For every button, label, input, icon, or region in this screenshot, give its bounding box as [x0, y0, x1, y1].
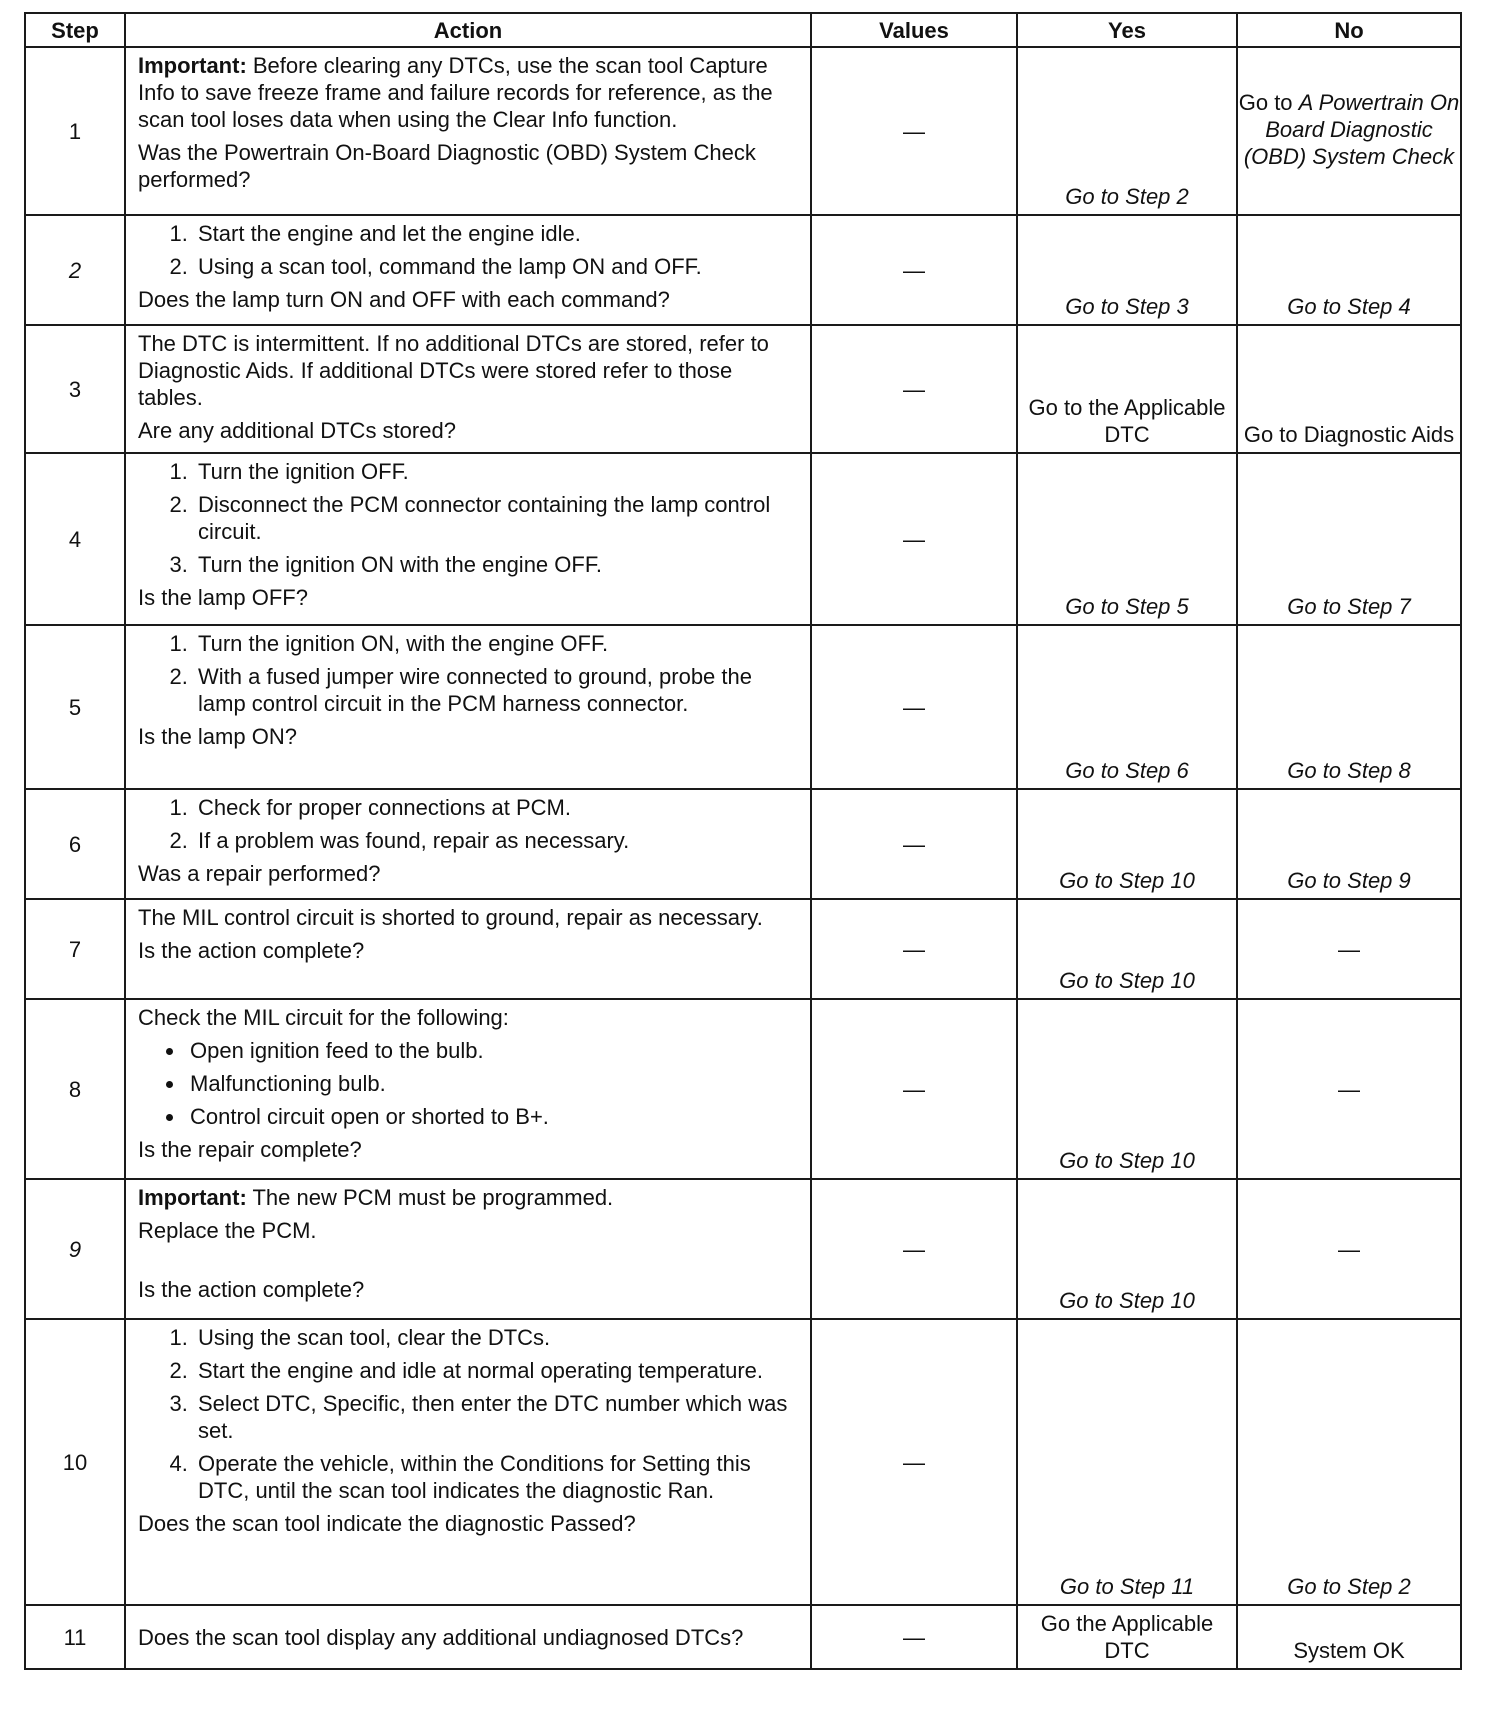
action-step: 1. Start the engine and let the engine idle. [194, 220, 800, 247]
yes-cell: Go to the Applicable DTC [1017, 325, 1237, 453]
action-question: Was the Powertrain On-Board Diagnostic (OBD) System Check performed? [138, 140, 756, 192]
yes-cell: Go to Step 6 [1017, 625, 1237, 789]
action-text: Replace the PCM. [138, 1218, 317, 1243]
action-steps [138, 794, 800, 854]
action-step: 1. Turn the ignition OFF. [194, 458, 800, 485]
yes-cell: Go the Applicable DTC [1017, 1605, 1237, 1669]
table-row-step-4 [25, 453, 1461, 625]
action-steps [138, 220, 800, 280]
action-text: Check the MIL circuit for the following: [138, 1005, 509, 1030]
yes-cell: Go to Step 10 [1017, 899, 1237, 999]
values-cell: — [811, 999, 1017, 1179]
action-text: The DTC is intermittent. If no additional DTCs are stored, refer to Diagnostic Aids. If additional DTCs were stored refer to those tables. [138, 331, 769, 410]
no-cell: — [1237, 999, 1461, 1179]
action-cell [125, 1179, 811, 1319]
table-row-step-6 [25, 789, 1461, 899]
action-question: Is the lamp ON? [138, 724, 297, 749]
action-step: 1. Check for proper connections at PCM. [194, 794, 800, 821]
yes-cell: Go to Step 10 [1017, 789, 1237, 899]
action-cell [125, 999, 811, 1179]
action-question: Is the lamp OFF? [138, 585, 308, 610]
no-cell: — [1237, 899, 1461, 999]
yes-cell: Go to Step 5 [1017, 453, 1237, 625]
header-values: Values [811, 13, 1017, 47]
important-text: Before clearing any DTCs, use the scan tool Capture Info to save freeze frame and failure records for reference, as the scan tool loses data when using the Clear Info function. [138, 53, 773, 132]
yes-cell: Go to Step 10 [1017, 999, 1237, 1179]
action-steps [138, 458, 800, 578]
action-cell [125, 625, 811, 789]
table-row-step-5 [25, 625, 1461, 789]
action-step: 2. With a fused jumper wire connected to ground, probe the lamp control circuit in the PCM harness connector. [194, 663, 800, 717]
step-number: 7 [25, 899, 125, 999]
action-step: 1. Turn the ignition ON, with the engine OFF. [194, 630, 800, 657]
header-no: No [1237, 13, 1461, 47]
step-number: 10 [25, 1319, 125, 1605]
table-row-step-9 [25, 1179, 1461, 1319]
action-question: Does the scan tool display any additional undiagnosed DTCs? [138, 1624, 744, 1650]
action-step: 2. Start the engine and idle at normal operating temperature. [194, 1357, 800, 1384]
step-number: 6 [25, 789, 125, 899]
action-step: 3. Turn the ignition ON with the engine OFF. [194, 551, 800, 578]
action-cell [125, 47, 811, 215]
action-question: Does the lamp turn ON and OFF with each command? [138, 287, 670, 312]
action-bullet: • Malfunctioning bulb. [186, 1070, 800, 1097]
values-cell: — [811, 453, 1017, 625]
action-question: Is the action complete? [138, 1277, 365, 1302]
no-cell: Go to Step 8 [1237, 625, 1461, 789]
important-note [138, 1184, 800, 1211]
action-step: 3. Select DTC, Specific, then enter the DTC number which was set. [194, 1390, 800, 1444]
action-question: Was a repair performed? [138, 861, 381, 886]
step-number: 2 [25, 215, 125, 325]
values-cell: — [811, 215, 1017, 325]
action-question: Is the action complete? [138, 938, 365, 963]
table-row-step-10 [25, 1319, 1461, 1605]
action-step: 4. Operate the vehicle, within the Conditions for Setting this DTC, until the scan tool indicates the diagnostic Ran. [194, 1450, 800, 1504]
table-row-step-7 [25, 899, 1461, 999]
values-cell: — [811, 899, 1017, 999]
action-bullets [138, 1037, 800, 1130]
action-text: The MIL control circuit is shorted to ground, repair as necessary. [138, 905, 763, 930]
values-cell: — [811, 1179, 1017, 1319]
important-text: The new PCM must be programmed. [246, 1185, 614, 1210]
step-number: 11 [25, 1605, 125, 1669]
yes-cell: Go to Step 11 [1017, 1319, 1237, 1605]
no-cell [1237, 47, 1461, 215]
action-question: Does the scan tool indicate the diagnostic Passed? [138, 1511, 636, 1536]
step-number: 1 [25, 47, 125, 215]
action-cell [125, 215, 811, 325]
action-step: 1. Using the scan tool, clear the DTCs. [194, 1324, 800, 1351]
header-yes: Yes [1017, 13, 1237, 47]
action-step: 2. If a problem was found, repair as necessary. [194, 827, 800, 854]
step-number: 3 [25, 325, 125, 453]
table-row-step-1 [25, 47, 1461, 215]
diagnostic-table [24, 12, 1462, 1670]
step-number: 8 [25, 999, 125, 1179]
header-row [25, 13, 1461, 47]
values-cell: — [811, 1605, 1017, 1669]
action-steps [138, 630, 800, 717]
values-cell: — [811, 325, 1017, 453]
no-cell: Go to Step 2 [1237, 1319, 1461, 1605]
values-cell: — [811, 789, 1017, 899]
values-cell: — [811, 1319, 1017, 1605]
action-bullet: • Open ignition feed to the bulb. [186, 1037, 800, 1064]
action-cell [125, 789, 811, 899]
no-cell: Go to Step 7 [1237, 453, 1461, 625]
no-cell: Go to Step 9 [1237, 789, 1461, 899]
table-row-step-11 [25, 1605, 1461, 1669]
important-label: Important: [138, 53, 247, 78]
no-reference: A Powertrain On Board Diagnostic (OBD) System Check [1243, 89, 1460, 169]
action-cell [125, 1319, 811, 1605]
action-steps [138, 1324, 800, 1504]
action-cell [125, 899, 811, 999]
important-note [138, 52, 800, 133]
values-cell: — [811, 47, 1017, 215]
no-cell: System OK [1237, 1605, 1461, 1669]
no-cell: — [1237, 1179, 1461, 1319]
yes-cell: Go to Step 3 [1017, 215, 1237, 325]
important-label: Important: [138, 1185, 247, 1210]
table-row-step-2 [25, 215, 1461, 325]
header-step: Step [25, 13, 125, 47]
spacer [138, 1250, 800, 1276]
step-number: 4 [25, 453, 125, 625]
action-question: Are any additional DTCs stored? [138, 418, 456, 443]
action-bullet: • Control circuit open or shorted to B+. [186, 1103, 800, 1130]
no-cell: Go to Diagnostic Aids [1237, 325, 1461, 453]
table-row-step-8 [25, 999, 1461, 1179]
no-cell: Go to Step 4 [1237, 215, 1461, 325]
no-prefix: Go to [1238, 89, 1299, 115]
action-cell [125, 325, 811, 453]
action-question: Is the repair complete? [138, 1137, 362, 1162]
action-step: 2. Disconnect the PCM connector containing the lamp control circuit. [194, 491, 800, 545]
header-action: Action [125, 13, 811, 47]
step-number: 9 [25, 1179, 125, 1319]
step-number: 5 [25, 625, 125, 789]
yes-cell: Go to Step 10 [1017, 1179, 1237, 1319]
action-cell [125, 453, 811, 625]
action-cell [125, 1605, 811, 1669]
action-step: 2. Using a scan tool, command the lamp ON and OFF. [194, 253, 800, 280]
table-row-step-3 [25, 325, 1461, 453]
values-cell: — [811, 625, 1017, 789]
yes-cell: Go to Step 2 [1017, 47, 1237, 215]
